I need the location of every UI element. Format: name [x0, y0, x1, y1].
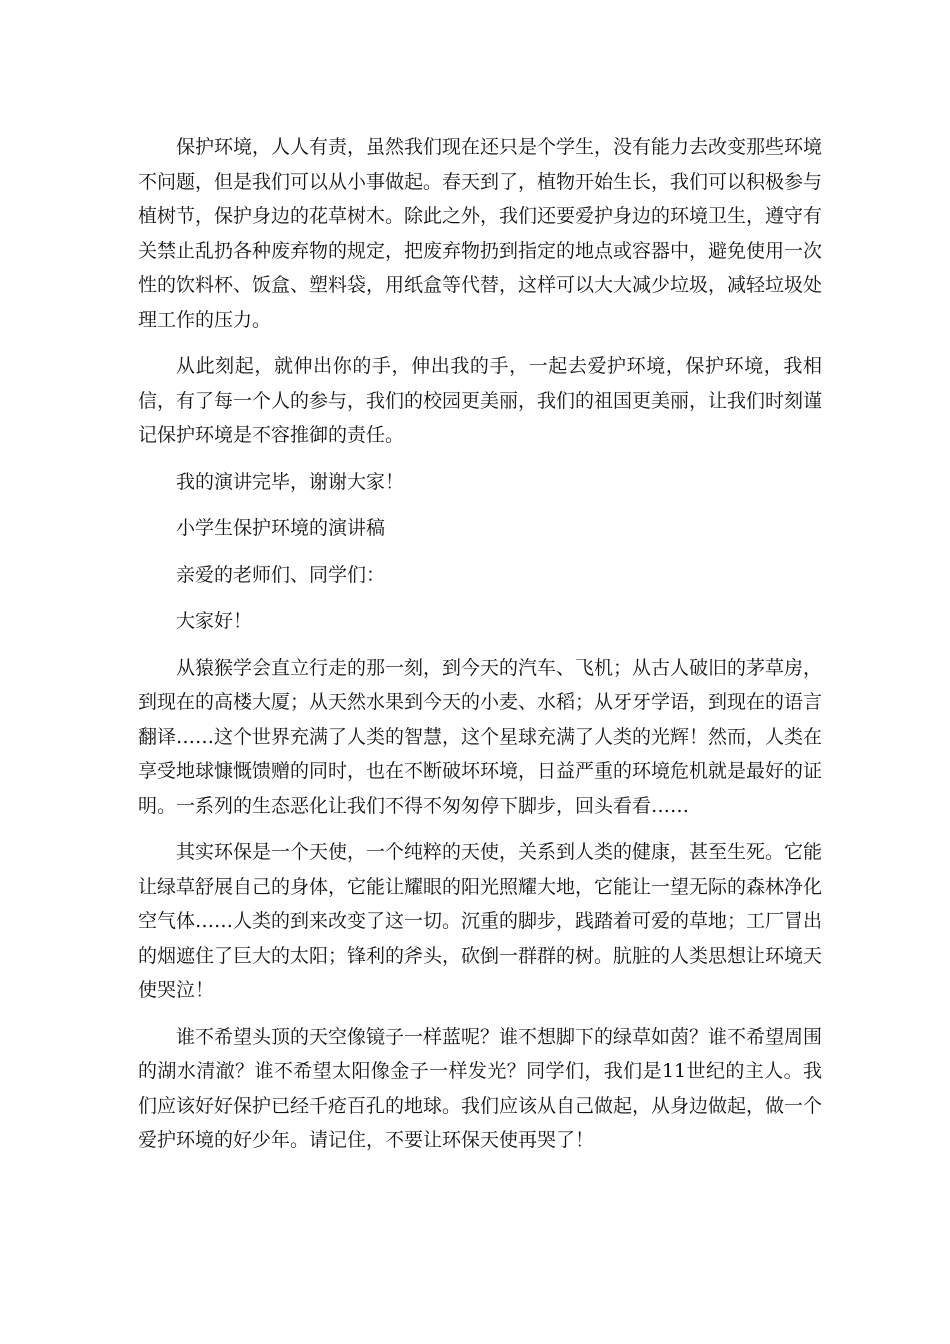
spacer — [138, 499, 822, 511]
paragraph-closing-thanks: 我的演讲完毕，谢谢大家！ — [176, 470, 405, 493]
greeting-hello: 大家好！ — [176, 610, 253, 632]
paragraph-from-now-on: 从此刻起，就伸出你的手，伸出我的手，一起去爱护环境，保护环境，我相信，有了每一个人的参与，我们的校园更美丽，我们的祖国更美丽，让我们时刻谨记保护环境是不容推御的责任。 — [138, 355, 823, 446]
paragraph-environment-angel: 其实环保是一个天使，一个纯粹的天使，关系到人类的健康，甚至生死。它能让绿草舒展自己的身体，它能让耀眼的阳光照耀大地，它能让一望无际的森林净化空气体……人类的到来改变了这一切。沉重的脚步，践踏着可爱的草地；工厂冒出的烟遮住了巨大的太阳；锋利的斧头，砍倒一群群的树。肮脏的人类思想让环境天使哭泣！ — [138, 841, 823, 1001]
paragraph-protect-environment: 保护环境，人人有责，虽然我们现在还只是个学生，没有能力去改变那些环境不问题，但是我们可以从小事做起。春天到了，植物开始生长，我们可以积极参与植树节，保护身边的花草树木。除此之外，我们还要爱护身边的环境卫生，遵守有关禁止乱扔各种废弃物的规定，把废弃物扔到指定的地点或容器中，避免使用一次性的饮料杯、饭盒、塑料袋，用纸盒等代替，这样可以大大减少垃圾，减轻垃圾处理工作的压力。 — [138, 136, 823, 331]
paragraph-human-progress: 从猿猴学会直立行走的那一刻，到今天的汽车、飞机；从古人破旧的茅草房，到现在的高楼大厦；从天然水果到今天的小麦、水稻；从牙牙学语，到现在的语言翻译……这个世界充满了人类的智慧，这个星球充满了人类的光辉！然而，人类在享受地球慷慨馈赠的同时，也在不断破坏环境，日益严重的环境危机就是最好的证明。一系列的生态恶化让我们不得不匆匆停下脚步，回头看看…… — [138, 656, 823, 817]
greeting-teachers-students: 亲爱的老师们、同学们： — [176, 563, 386, 586]
spacer — [138, 546, 822, 558]
document-body — [138, 130, 822, 1158]
section-title: 小学生保护环境的演讲稿 — [176, 517, 386, 539]
paragraph-who-does-not-wish: 谁不希望头顶的天空像镜子一样蓝呢？谁不想脚下的绿草如茵？谁不希望周围的湖水清澈？谁不希望太阳像金子一样发光？同学们，我们是11世纪的主人。我们应该好好保护已经千疮百孔的地球。我们应该从自己做起，从身边做起，做一个爱护环境的好少年。请记住，不要让环保天使再哭了！ — [138, 1025, 823, 1151]
